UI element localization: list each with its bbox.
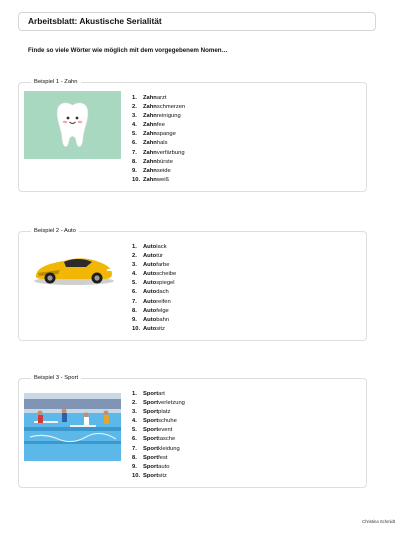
list-item: 1. Autolack — [132, 244, 167, 250]
list-item: 7. Sportkleidung — [132, 445, 180, 452]
page-title: Arbeitsblatt: Akustische Serialität — [28, 16, 162, 26]
list-item: 8. Autofelge — [132, 307, 169, 314]
section-auto — [18, 228, 367, 341]
list-item: 5. Autospiegel — [132, 280, 175, 287]
list-item: 6. Autodach — [132, 289, 169, 296]
list-item: 9. Zahnseide — [132, 167, 171, 174]
list-item: 10. Autositz — [132, 325, 165, 332]
list-item: 2. Autotür — [132, 253, 163, 260]
section-legend: Beispiel 1 - Zahn — [31, 78, 81, 87]
list-item: 6. Zahnhals — [132, 140, 168, 147]
list-item: 6. Sporttasche — [132, 436, 176, 443]
list-item: 4. Sportschuhe — [132, 418, 177, 425]
yellow-sports-car — [24, 248, 121, 288]
list-item: 2. Zahnschmerzen — [132, 104, 186, 111]
athletes-hurdling-in-water — [24, 393, 121, 461]
list-item: 5. Sportevent — [132, 427, 173, 434]
author-footer: Christina Schmidt — [362, 519, 395, 524]
list-item: 5. Zahnspange — [132, 131, 176, 138]
list-item: 8. Zahnbürste — [132, 158, 173, 165]
list-item: 9. Autobahn — [132, 316, 170, 323]
list-item: 7. Autoreifen — [132, 298, 171, 305]
list-item: 3. Autofarbe — [132, 262, 170, 269]
section-legend: Beispiel 2 - Auto — [31, 227, 79, 236]
section-sport — [18, 375, 367, 488]
section-legend: Beispiel 3 - Sport — [31, 374, 81, 383]
list-item: 1. Sportart — [132, 391, 165, 397]
list-item: 8. Sportfest — [132, 454, 168, 461]
list-item: 3. Zahnreinigung — [132, 113, 181, 120]
word-list — [132, 94, 185, 185]
word-list — [132, 390, 185, 481]
list-item: 3. Sportplatz — [132, 409, 171, 416]
list-item: 10. Sportsitz — [132, 472, 167, 479]
title-box — [18, 12, 376, 31]
section-zahn — [18, 79, 367, 192]
list-item: 9. Sportauto — [132, 463, 170, 470]
list-item: 10. Zahnweiß — [132, 176, 170, 183]
list-item: 7. Zahnverfärbung — [132, 149, 185, 156]
list-item: 1. Zahnarzt — [132, 95, 167, 101]
list-item: 2. Sportverletzung — [132, 400, 185, 407]
list-item: 4. Zahnfee — [132, 122, 165, 129]
list-item: 4. Autoscheibe — [132, 271, 177, 278]
word-list — [132, 243, 176, 334]
instruction-text: Finde so viele Wörter wie möglich mit dem vorgegebenem Nomen… — [28, 47, 228, 54]
tooth-illustration — [24, 91, 121, 159]
